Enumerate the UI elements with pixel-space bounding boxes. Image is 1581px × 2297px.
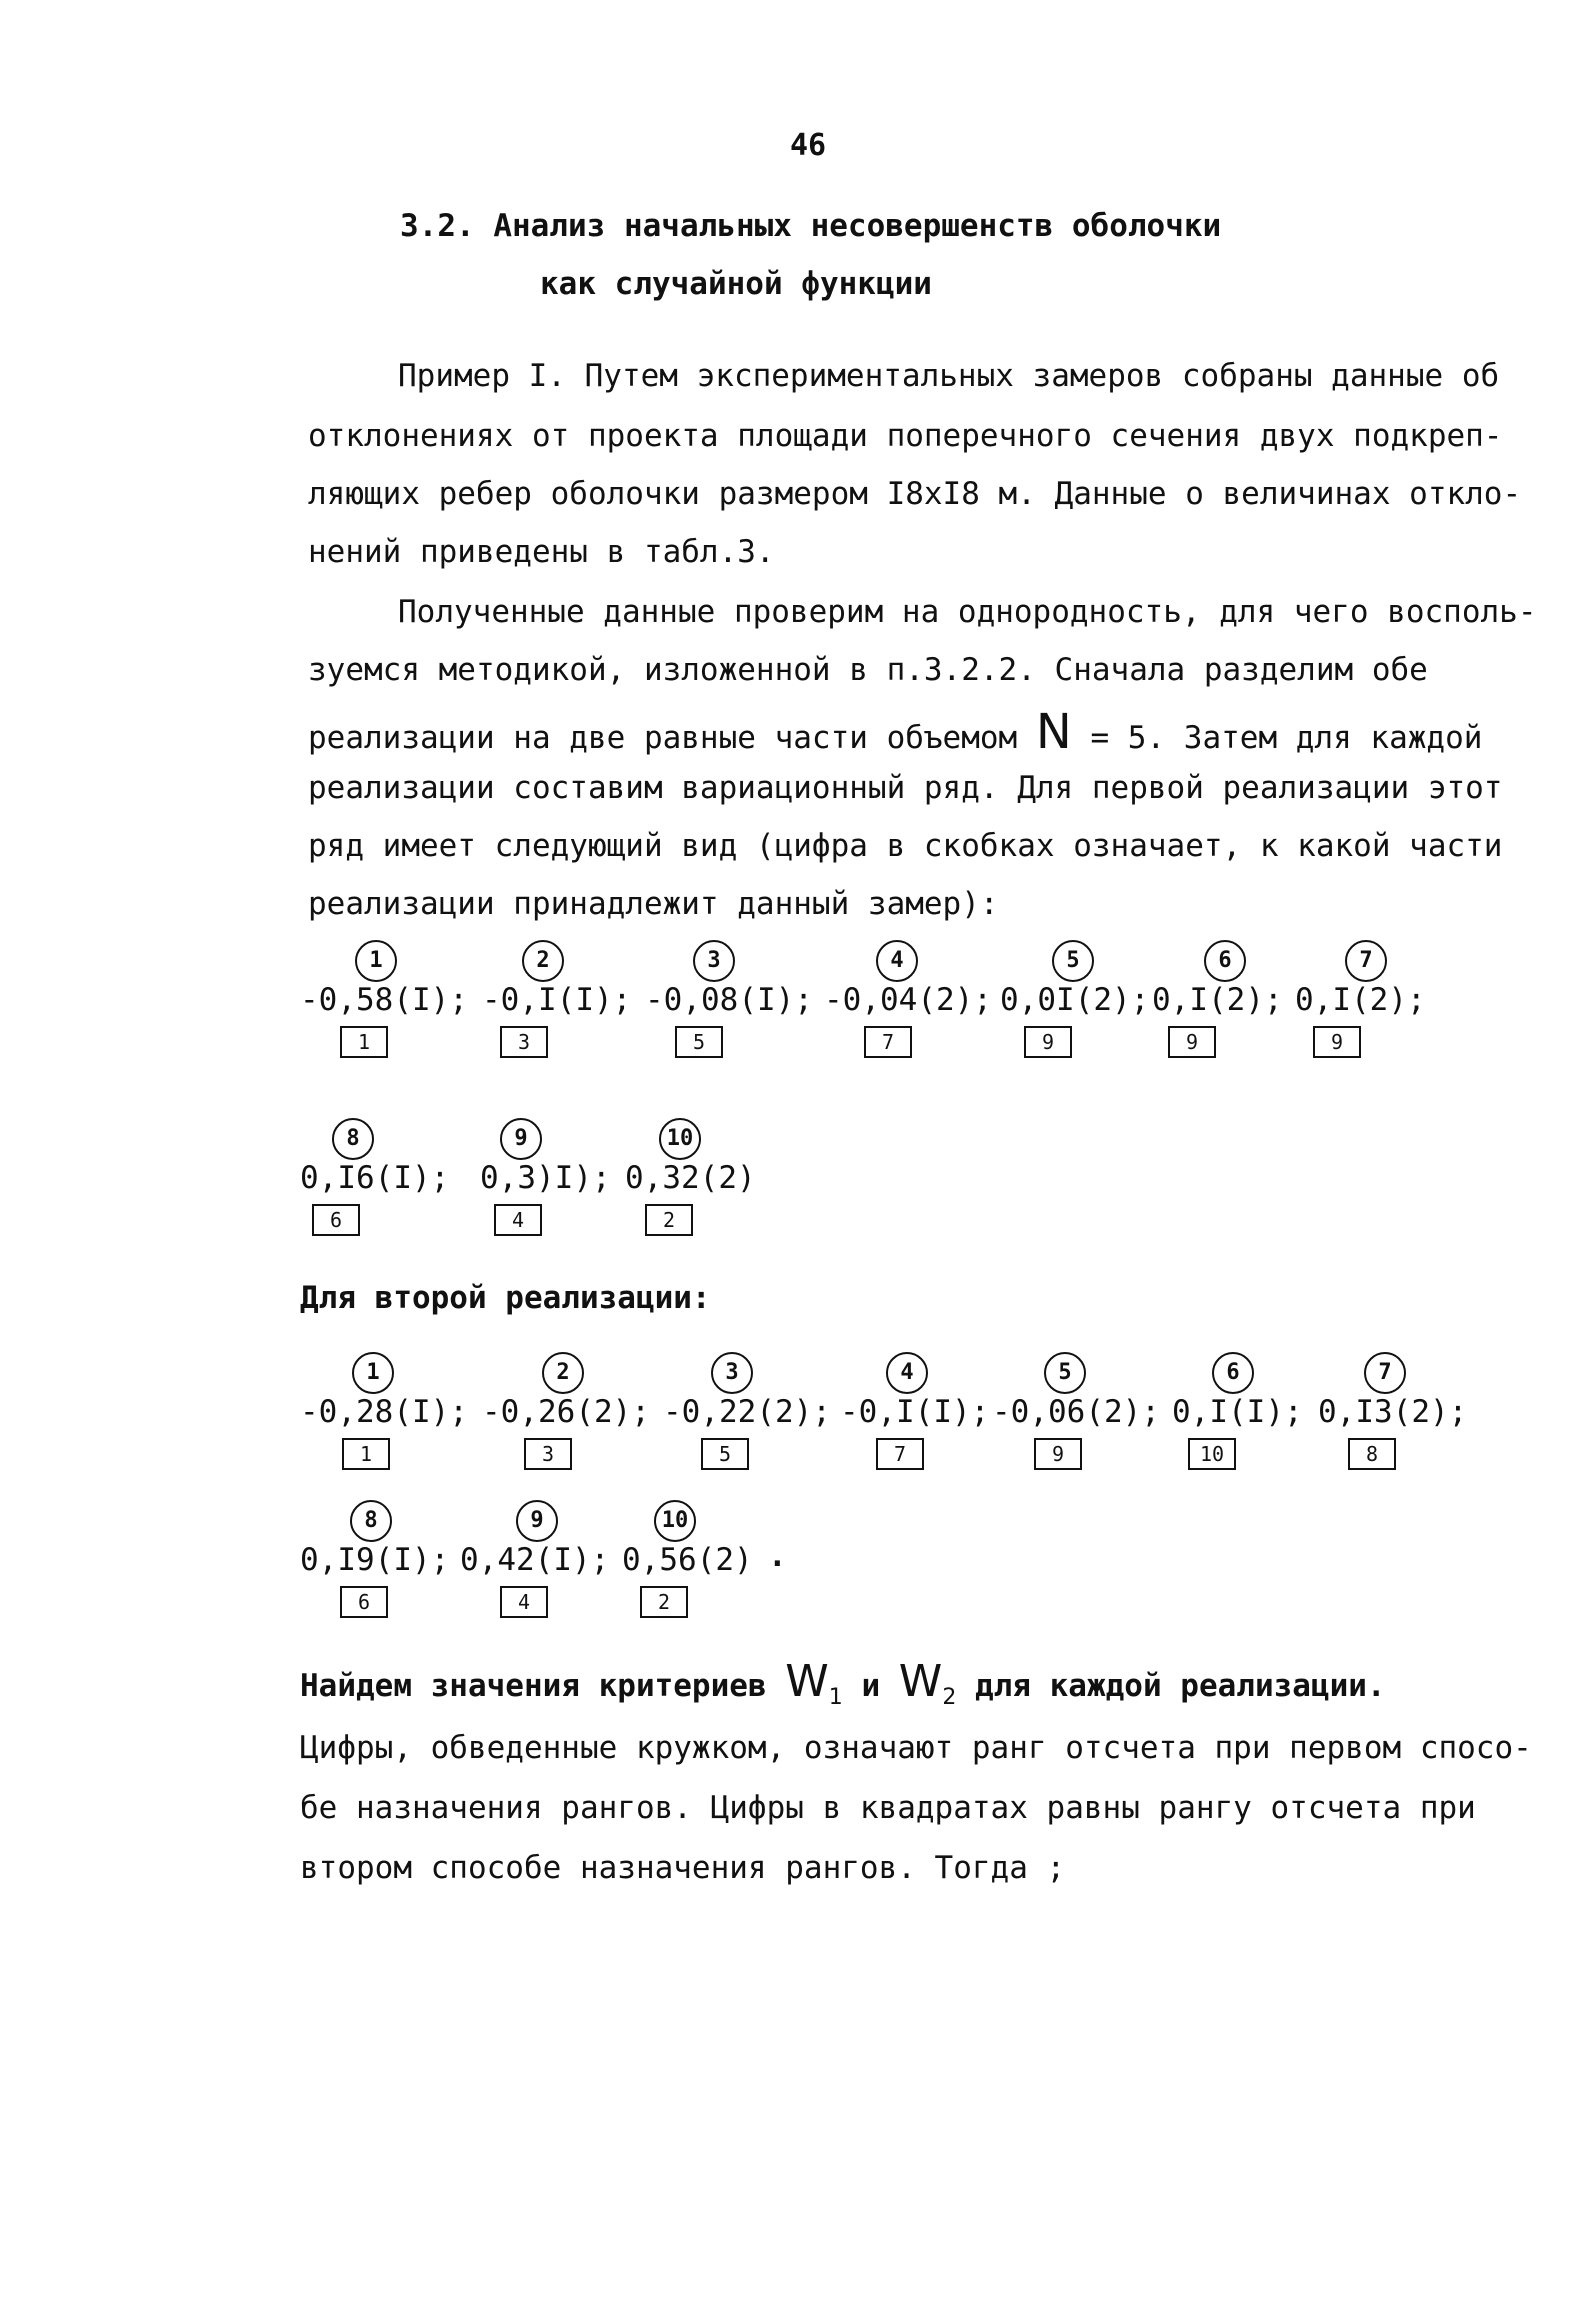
- rank-circle: 2: [522, 940, 564, 982]
- rank-square: 9: [1168, 1026, 1216, 1058]
- paragraph1-line: ляющих ребер оболочки размером I8xI8 м. Данные о величинах откло-: [308, 476, 1522, 512]
- section-heading-line1: 3.2. Анализ начальных несовершенств оболочки: [400, 208, 1222, 244]
- series-value: 0,I9(I);: [300, 1542, 450, 1578]
- second-realization-label: Для второй реализации:: [300, 1280, 711, 1316]
- series-value: -0,22(2);: [663, 1394, 831, 1430]
- rank-square: 7: [864, 1026, 912, 1058]
- w1-symbol: $W_1$: [785, 1656, 843, 1710]
- paragraph3-line: Цифры, обведенные кружком, означают ранг отсчета при первом спосо-: [300, 1730, 1532, 1766]
- rank-circle: 5: [1052, 940, 1094, 982]
- series-value: 0,I(2);: [1152, 982, 1283, 1018]
- rank-circle: 7: [1345, 940, 1387, 982]
- paragraph1-line: нений приведены в табл.3.: [308, 534, 775, 570]
- rank-circle: 4: [876, 940, 918, 982]
- paragraph3-text: для каждой реализации.: [974, 1668, 1386, 1704]
- series-end-period: .: [768, 1538, 787, 1574]
- rank-circle: 3: [693, 940, 735, 982]
- section-heading-line2: как случайной функции: [540, 266, 932, 302]
- series-value: 0,I6(I);: [300, 1160, 450, 1196]
- series-value: 0,56(2): [622, 1542, 753, 1578]
- series-value: 0,I(2);: [1295, 982, 1426, 1018]
- rank-square: 9: [1313, 1026, 1361, 1058]
- rank-circle: 6: [1204, 940, 1246, 982]
- rank-circle: 10: [659, 1118, 701, 1160]
- paragraph2-line: [308, 704, 1482, 760]
- series-value: -0,26(2);: [482, 1394, 650, 1430]
- paragraph3-text: и: [861, 1668, 881, 1704]
- paragraph2-line: зуемся методикой, изложенной в п.3.2.2. Сначала разделим обе: [308, 652, 1428, 688]
- n-symbol: N: [1035, 704, 1072, 760]
- rank-circle: 1: [352, 1352, 394, 1394]
- rank-square: 3: [524, 1438, 572, 1470]
- series-value: 0,32(2): [625, 1160, 756, 1196]
- paragraph3-line: втором способе назначения рангов. Тогда ;: [300, 1850, 1066, 1886]
- series-value: -0,04(2);: [824, 982, 992, 1018]
- paragraph2-line: ряд имеет следующий вид (цифра в скобках означает, к какой части: [308, 828, 1503, 864]
- paragraph1-line: Пример I. Путем экспериментальных замеров собраны данные об: [398, 358, 1500, 394]
- rank-square: 1: [342, 1438, 390, 1470]
- rank-circle: 1: [355, 940, 397, 982]
- rank-square: 1: [340, 1026, 388, 1058]
- rank-square: 4: [494, 1204, 542, 1236]
- rank-square: 10: [1188, 1438, 1236, 1470]
- rank-square: 6: [312, 1204, 360, 1236]
- paragraph2-line: Полученные данные проверим на однородность, для чего восполь-: [398, 594, 1537, 630]
- rank-circle: 9: [500, 1118, 542, 1160]
- rank-circle: 3: [711, 1352, 753, 1394]
- series-value: -0,28(I);: [300, 1394, 468, 1430]
- paragraph1-line: отклонениях от проекта площади поперечного сечения двух подкреп-: [308, 418, 1503, 454]
- rank-circle: 6: [1212, 1352, 1254, 1394]
- rank-square: 4: [500, 1586, 548, 1618]
- series-value: -0,08(I);: [645, 982, 813, 1018]
- paragraph3-line: бе назначения рангов. Цифры в квадратах равны рангу отсчета при: [300, 1790, 1476, 1826]
- rank-circle: 10: [654, 1500, 696, 1542]
- paragraph3-line: [300, 1656, 1386, 1710]
- paragraph3-text: Найдем значения критериев: [300, 1668, 767, 1704]
- paragraph2-text: реализации на две равные части объемом: [308, 720, 1018, 756]
- series-value: 0,42(I);: [460, 1542, 610, 1578]
- rank-square: 3: [500, 1026, 548, 1058]
- rank-square: 5: [701, 1438, 749, 1470]
- series-value: 0,3)I);: [480, 1160, 611, 1196]
- rank-circle: 4: [886, 1352, 928, 1394]
- rank-square: 9: [1034, 1438, 1082, 1470]
- w2-symbol: $W_2$: [898, 1656, 957, 1710]
- rank-square: 6: [340, 1586, 388, 1618]
- rank-square: 9: [1024, 1026, 1072, 1058]
- series-value: -0,I(I);: [482, 982, 632, 1018]
- series-value: -0,I(I);: [840, 1394, 990, 1430]
- rank-circle: 7: [1364, 1352, 1406, 1394]
- series-value: -0,06(2);: [992, 1394, 1160, 1430]
- series-value: 0,0I(2);: [1000, 982, 1150, 1018]
- rank-square: 8: [1348, 1438, 1396, 1470]
- paragraph2-line: реализации принадлежит данный замер):: [308, 886, 999, 922]
- rank-square: 7: [876, 1438, 924, 1470]
- page-number: 46: [790, 128, 827, 163]
- series-value: 0,I3(2);: [1318, 1394, 1468, 1430]
- rank-square: 5: [675, 1026, 723, 1058]
- paragraph2-line: реализации составим вариационный ряд. Для первой реализации этот: [308, 770, 1503, 806]
- rank-square: 2: [640, 1586, 688, 1618]
- rank-circle: 2: [542, 1352, 584, 1394]
- rank-circle: 8: [332, 1118, 374, 1160]
- paragraph2-text: = 5. Затем для каждой: [1090, 720, 1483, 756]
- series-value: -0,58(I);: [300, 982, 468, 1018]
- rank-square: 2: [645, 1204, 693, 1236]
- rank-circle: 9: [516, 1500, 558, 1542]
- series-value: 0,I(I);: [1172, 1394, 1303, 1430]
- rank-circle: 5: [1044, 1352, 1086, 1394]
- rank-circle: 8: [350, 1500, 392, 1542]
